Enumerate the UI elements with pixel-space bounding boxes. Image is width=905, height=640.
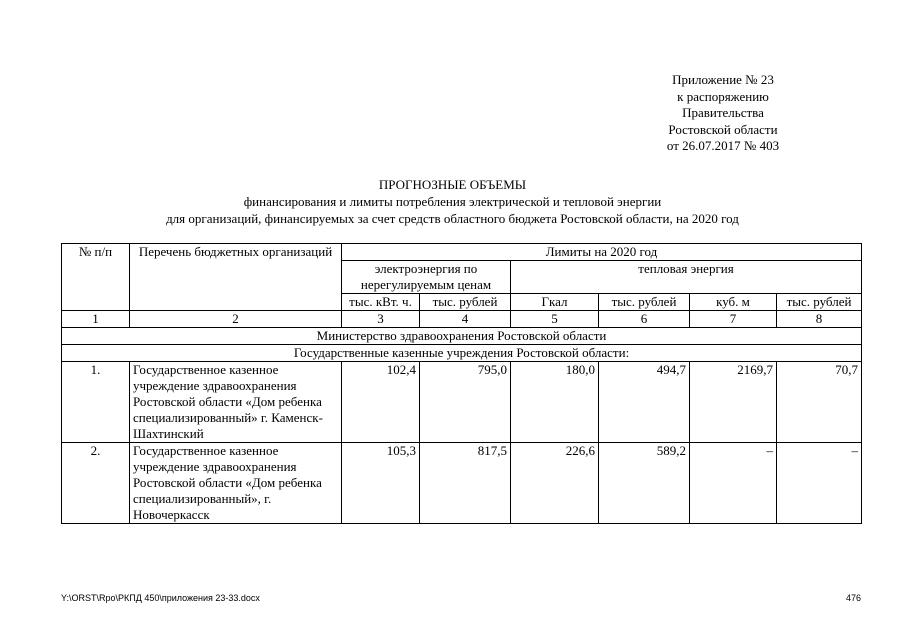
- row-value: 70,7: [777, 362, 862, 443]
- column-number: 3: [342, 311, 420, 328]
- row-value: 105,3: [342, 443, 420, 524]
- document-subtitle: для организаций, финансируемых за счет средств областного бюджета Ростовской области, на 2020 год: [166, 211, 739, 226]
- subsection-heading: Государственные казенные учреждения Ростовской области:: [62, 345, 862, 362]
- row-value: 226,6: [511, 443, 599, 524]
- row-value: –: [777, 443, 862, 524]
- document-title: ПРОГНОЗНЫЕ ОБЪЕМЫ: [378, 177, 527, 192]
- column-number: 5: [511, 311, 599, 328]
- document-subtitle: финансирования и лимиты потребления электрической и тепловой энергии: [243, 194, 662, 209]
- row-value: 102,4: [342, 362, 420, 443]
- column-number: 1: [62, 311, 130, 328]
- file-path: Y:\ORST\Rpo\РКПД 450\приложения 23-33.docx: [61, 593, 260, 603]
- header-heat: тепловая энергия: [511, 261, 862, 294]
- row-org: Государственное казенное учреждение здравоохранения Ростовской области «Дом ребенка специализированный», г. Новочеркасск: [130, 443, 342, 524]
- document-title-block: [0, 176, 905, 227]
- row-value: 180,0: [511, 362, 599, 443]
- header-unit: тыс. кВт. ч.: [342, 294, 420, 311]
- row-value: 494,7: [599, 362, 690, 443]
- row-value: 2169,7: [690, 362, 777, 443]
- header-unit: тыс. рублей: [599, 294, 690, 311]
- column-number: 6: [599, 311, 690, 328]
- column-number: 4: [420, 311, 511, 328]
- header-unit: тыс. рублей: [420, 294, 511, 311]
- header-num: № п/п: [62, 244, 130, 311]
- header-limits: Лимиты на 2020 год: [342, 244, 862, 261]
- header-electric: электроэнергия по нерегулируемым ценам: [342, 261, 511, 294]
- appendix-block: [633, 72, 813, 155]
- appendix-line: Правительства: [682, 105, 764, 120]
- page-number: 476: [845, 593, 861, 603]
- table-row: [62, 362, 862, 443]
- row-org: Государственное казенное учреждение здравоохранения Ростовской области «Дом ребенка специализированный» г. Каменск-Шахтинский: [130, 362, 342, 443]
- section-heading: Министерство здравоохранения Ростовской области: [62, 328, 862, 345]
- row-num: 1.: [62, 362, 130, 443]
- column-number: 7: [690, 311, 777, 328]
- column-number: 2: [130, 311, 342, 328]
- appendix-line: от 26.07.2017 № 403: [666, 138, 780, 153]
- limits-table: [61, 243, 862, 524]
- column-number: 8: [777, 311, 862, 328]
- row-num: 2.: [62, 443, 130, 524]
- row-value: 589,2: [599, 443, 690, 524]
- header-unit: Гкал: [511, 294, 599, 311]
- header-unit: куб. м: [690, 294, 777, 311]
- header-org: Перечень бюджетных организаций: [130, 244, 342, 311]
- table-row: [62, 443, 862, 524]
- row-value: –: [690, 443, 777, 524]
- header-unit: тыс. рублей: [777, 294, 862, 311]
- appendix-line: Приложение № 23: [672, 72, 774, 87]
- row-value: 817,5: [420, 443, 511, 524]
- row-value: 795,0: [420, 362, 511, 443]
- appendix-line: к распоряжению: [677, 88, 769, 104]
- appendix-line: Ростовской области: [668, 121, 778, 137]
